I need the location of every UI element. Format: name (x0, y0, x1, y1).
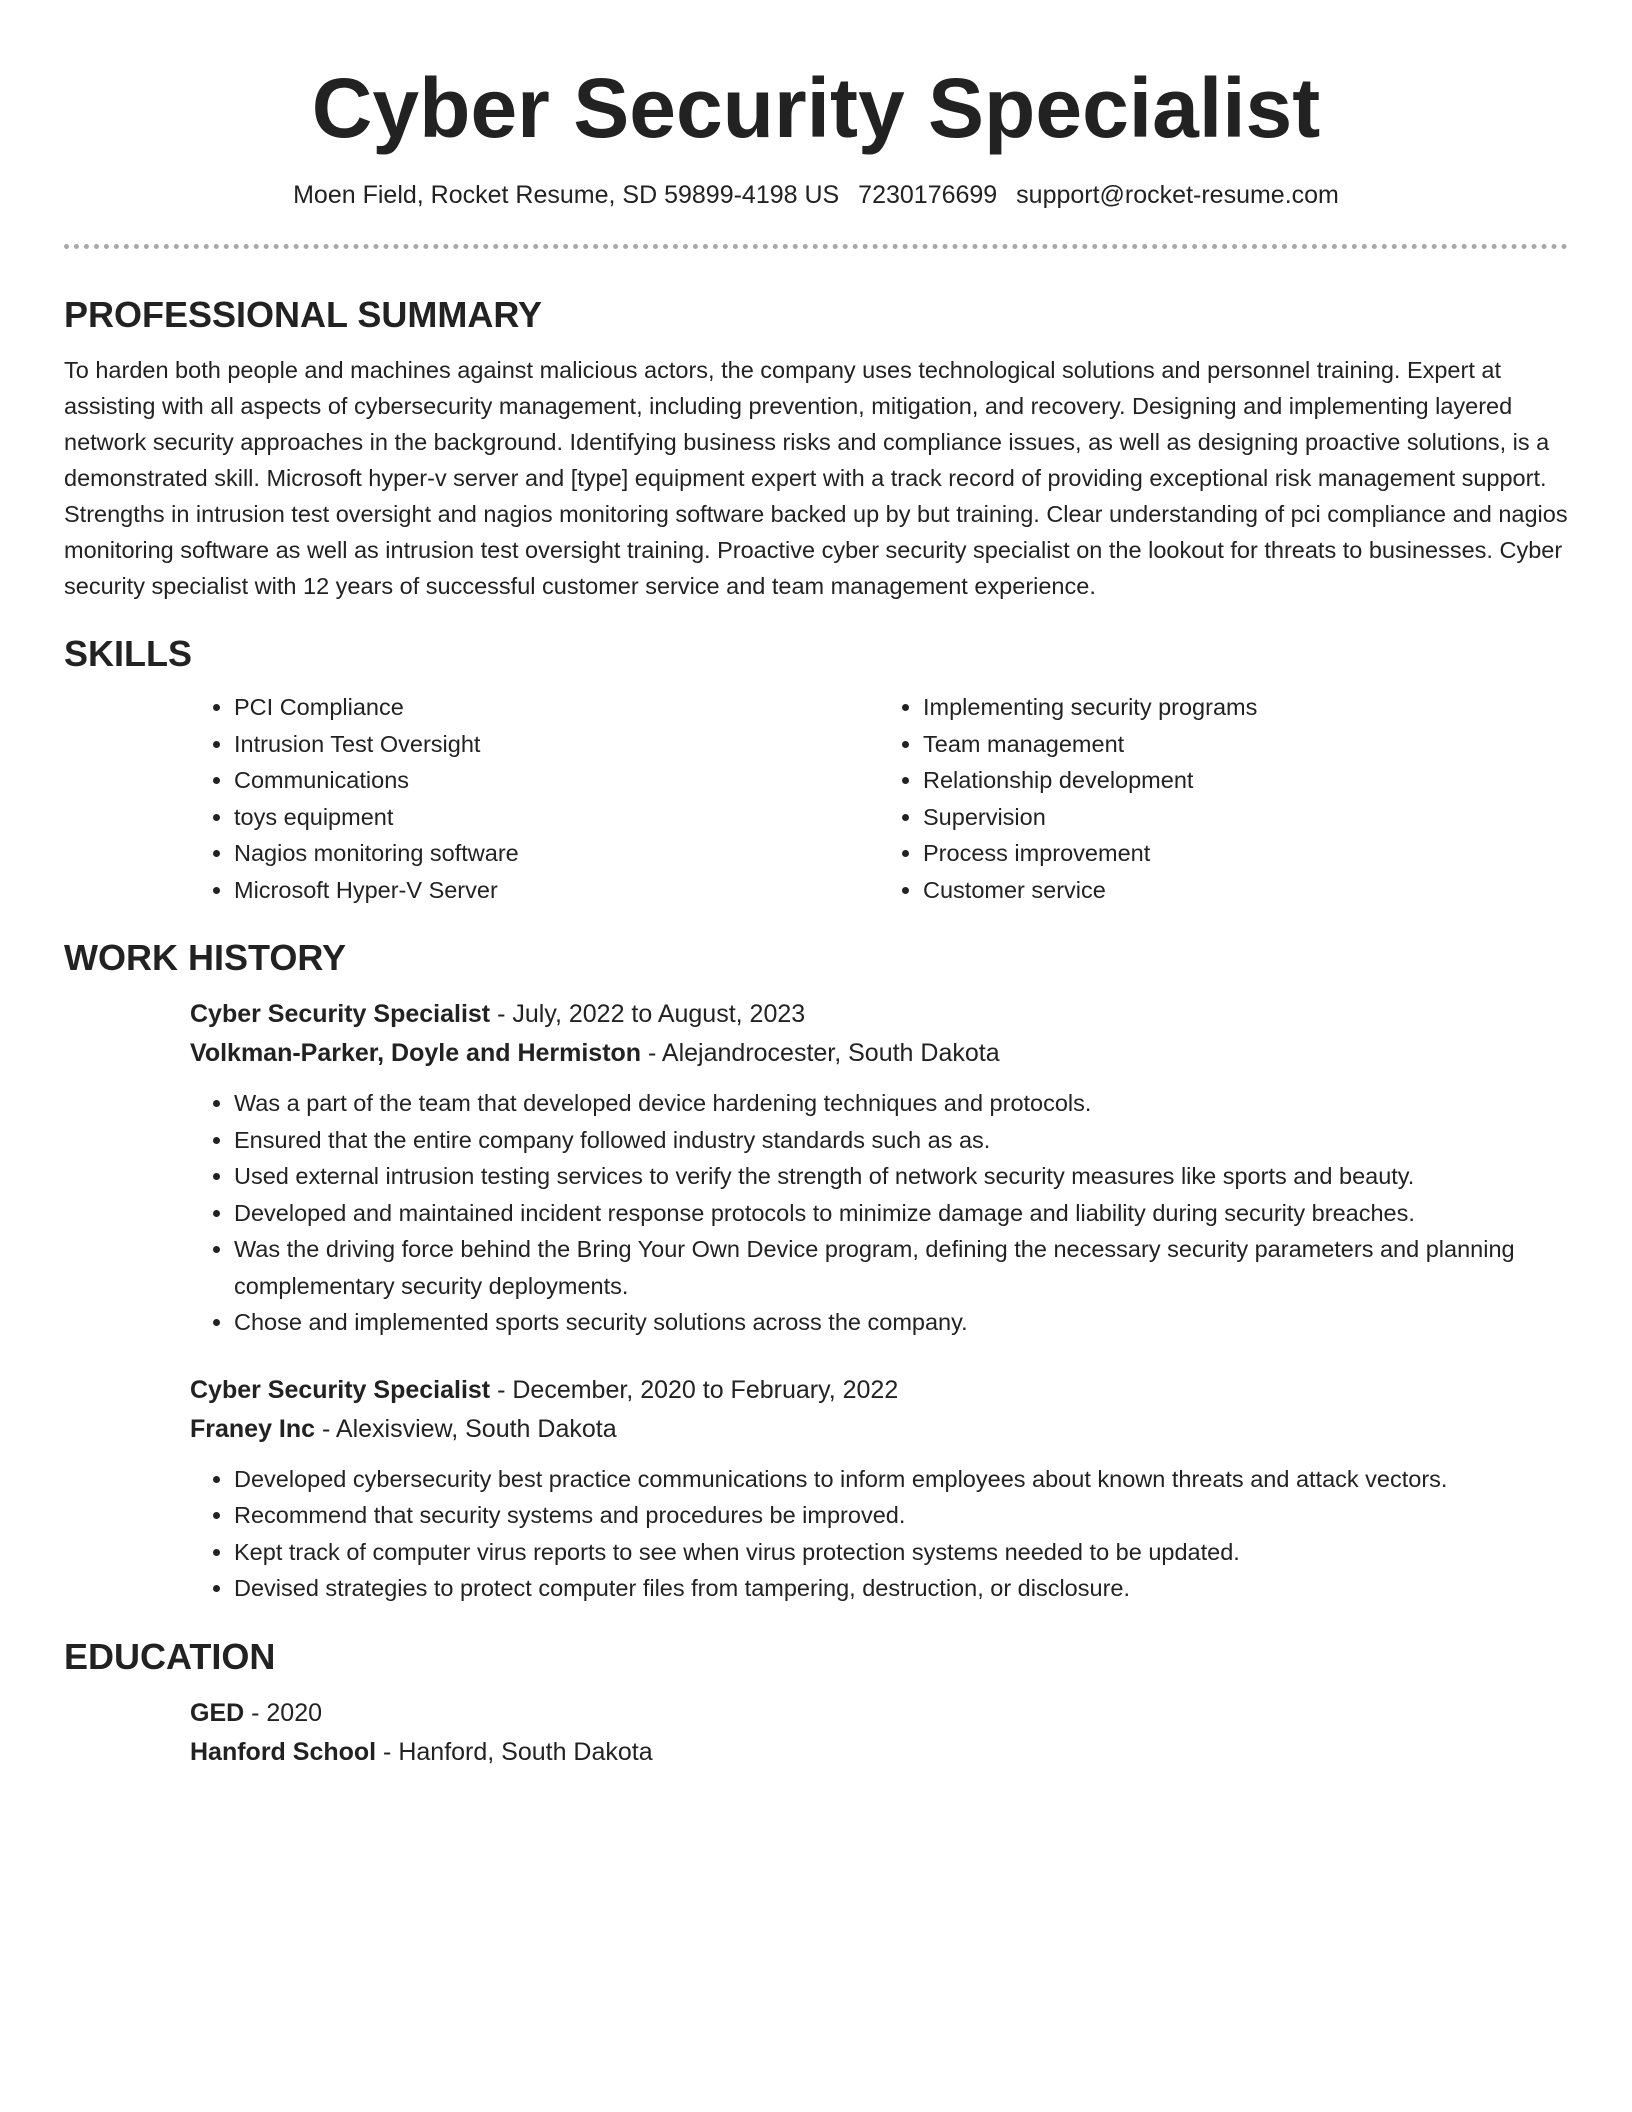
skills-section (64, 632, 1568, 908)
job-company-line (190, 1034, 1568, 1073)
education-school-line (190, 1733, 1568, 1772)
contact-line (64, 181, 1568, 210)
education-degree-line (190, 1694, 1568, 1733)
skill-item: • Customer service (923, 872, 1568, 909)
job-dates: - December, 2020 to February, 2022 (490, 1375, 899, 1404)
summary-title: PROFESSIONAL SUMMARY (64, 293, 543, 335)
skill-item: • Relationship development (923, 762, 1568, 799)
job-bullet: • Developed cybersecurity best practice communications to inform employees about known threats and attack vectors. (234, 1461, 1568, 1498)
skill-item: • Nagios monitoring software (234, 835, 879, 872)
address: Moen Field, Rocket Resume, SD 59899-4198 US (293, 180, 840, 209)
skills-column-left (190, 689, 879, 908)
job-company: Volkman-Parker, Doyle and Hermiston (190, 1039, 642, 1068)
skills-column-right (879, 689, 1568, 908)
education-section (64, 1635, 1568, 1772)
education-location: - Hanford, South Dakota (376, 1738, 653, 1767)
job-company: Franey Inc (190, 1414, 316, 1443)
skill-item: • Intrusion Test Oversight (234, 726, 879, 763)
education-title: EDUCATION (64, 1635, 276, 1677)
job-bullets (190, 1085, 1568, 1341)
education-school: Hanford School (190, 1738, 377, 1767)
education-entry (190, 1694, 1568, 1772)
education-degree: GED (190, 1699, 245, 1728)
header-divider (64, 244, 1568, 249)
job-location: - Alejandrocester, South Dakota (641, 1039, 1000, 1068)
skill-item: • Supervision (923, 799, 1568, 836)
work-history-section (64, 936, 1568, 1607)
skill-item: • PCI Compliance (234, 689, 879, 726)
email: support@rocket-resume.com (1016, 180, 1339, 209)
skill-item: • toys equipment (234, 799, 879, 836)
job-bullet: • Recommend that security systems and procedures be improved. (234, 1497, 1568, 1534)
phone: 7230176699 (858, 180, 998, 209)
job-bullet: • Developed and maintained incident response protocols to minimize damage and liability during security breaches. (234, 1195, 1568, 1232)
skill-item: • Communications (234, 762, 879, 799)
job-role: Cyber Security Specialist (190, 1000, 491, 1029)
summary-section (64, 293, 1568, 604)
job-bullet: • Ensured that the entire company followed industry standards such as as. (234, 1122, 1568, 1159)
job-role: Cyber Security Specialist (190, 1375, 491, 1404)
skills-list (190, 689, 1568, 908)
job-location: - Alexisview, South Dakota (315, 1414, 617, 1443)
resume-page (64, 0, 1568, 1772)
job-bullet: • Was the driving force behind the Bring Your Own Device program, defining the necessary security parameters and planning complementary security deployments. (234, 1231, 1568, 1304)
candidate-name: Cyber Security Specialist (311, 61, 1321, 155)
job-bullet: • Was a part of the team that developed device hardening techniques and protocols. (234, 1085, 1568, 1122)
skills-title: SKILLS (64, 632, 193, 674)
job-bullet: • Kept track of computer virus reports to see when virus protection systems needed to be updated. (234, 1534, 1568, 1571)
skill-item: • Microsoft Hyper-V Server (234, 872, 879, 909)
job-bullet: • Devised strategies to protect computer files from tampering, destruction, or disclosure. (234, 1570, 1568, 1607)
education-year: - 2020 (244, 1699, 323, 1728)
job-dates: - July, 2022 to August, 2023 (490, 1000, 806, 1029)
skill-item: • Process improvement (923, 835, 1568, 872)
job-bullet: • Used external intrusion testing services to verify the strength of network security measures like sports and beauty. (234, 1158, 1568, 1195)
summary-text: To harden both people and machines against malicious actors, the company uses technological solutions and personnel training. Expert at assisting with all aspects of cybersecurity management, including prevention, mitigation, and recovery. Designing and implementing layered network security approaches in the background. Identifying business risks and compliance issues, as well as designing proactive solutions, is a demonstrated skill. Microsoft hyper-v server and [type] equipment expert with a track record of providing exceptional risk management support. Strengths in intrusion test oversight and nagios monitoring software backed up by but training. Clear understanding of pci compliance and nagios monitoring software as well as intrusion test oversight training. Proactive cyber security specialist on the lookout for threats to businesses. Cyber security specialist with 12 years of successful customer service and team management experience. (64, 356, 1568, 599)
skill-item: • Implementing security programs (923, 689, 1568, 726)
job-entry (190, 995, 1568, 1341)
work-history-title: WORK HISTORY (64, 937, 347, 979)
job-title-line (190, 1371, 1568, 1410)
job-bullet: • Chose and implemented sports security solutions across the company. (234, 1304, 1568, 1341)
job-bullets (190, 1461, 1568, 1607)
job-entry (190, 1371, 1568, 1607)
skill-item: • Team management (923, 726, 1568, 763)
job-title-line (190, 995, 1568, 1034)
job-company-line (190, 1410, 1568, 1449)
